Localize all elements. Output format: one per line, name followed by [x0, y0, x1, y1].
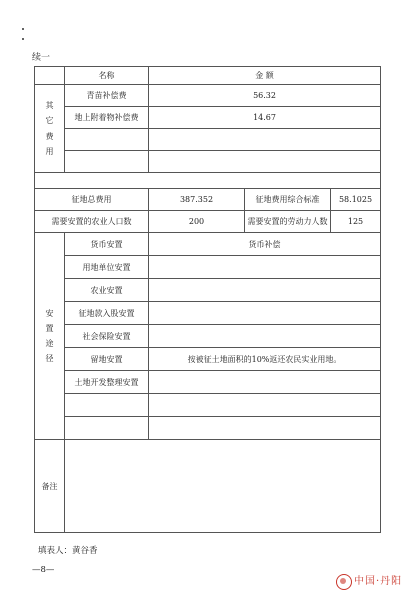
resettlement-detail-cell	[149, 279, 381, 302]
resettlement-detail-cell	[149, 371, 381, 394]
fee-amount-cell: 56.32	[149, 85, 381, 107]
total-fee-value: 387.352	[149, 189, 245, 211]
resettlement-detail-cell	[149, 417, 381, 440]
agri-population-value: 200	[149, 211, 245, 233]
margin-dot	[22, 28, 24, 30]
site-watermark-logo: 中国·丹阳	[336, 572, 402, 590]
labor-count-value: 125	[331, 211, 381, 233]
resettlement-method-cell: 征地款入股安置	[65, 302, 149, 325]
continued-label: 续一	[32, 53, 51, 63]
fee-name-cell: 青苗补偿费	[65, 85, 149, 107]
column-header-name: 名称	[65, 67, 149, 85]
resettlement-method-cell: 用地单位安置	[65, 256, 149, 279]
emblem-icon	[336, 574, 352, 590]
resettlement-detail-cell	[149, 256, 381, 279]
remarks-label: 备注	[35, 440, 65, 533]
fee-standard-value: 58.1025	[331, 189, 381, 211]
fee-name-cell	[65, 151, 149, 173]
fee-amount-cell: 14.67	[149, 107, 381, 129]
resettlement-detail-cell	[149, 325, 381, 348]
resettlement-method-cell: 货币安置	[65, 233, 149, 256]
blank-header-cell	[35, 67, 65, 85]
resettlement-detail-cell	[149, 302, 381, 325]
resettlement-method-cell: 社会保险安置	[65, 325, 149, 348]
resettlement-method-cell	[65, 417, 149, 440]
page-number: —8—	[32, 565, 55, 575]
resettlement-method-cell	[65, 394, 149, 417]
fee-name-cell	[65, 129, 149, 151]
margin-dot	[22, 38, 24, 40]
resettlement-detail-cell	[149, 394, 381, 417]
other-fees-group-label: 其 它 费 用	[35, 85, 65, 173]
resettlement-group-label: 安 置 途 径	[35, 233, 65, 440]
resettlement-detail-cell: 按被征土地面积的10%返还农民实业用地。	[149, 348, 381, 371]
resettlement-method-cell: 农业安置	[65, 279, 149, 302]
spacer-row	[35, 173, 381, 189]
form-filler-label: 填表人：黄谷香	[38, 546, 98, 556]
agri-population-label: 需要安置的农业人口数	[35, 211, 149, 233]
labor-count-label: 需要安置的劳动力人数	[245, 211, 331, 233]
fee-amount-cell	[149, 151, 381, 173]
remarks-content	[65, 440, 381, 533]
resettlement-method-cell: 土地开发整理安置	[65, 371, 149, 394]
land-requisition-form-table	[34, 66, 381, 533]
fee-amount-cell	[149, 129, 381, 151]
column-header-amount: 金 额	[149, 67, 381, 85]
total-fee-label: 征地总费用	[35, 189, 149, 211]
fee-name-cell: 地上附着物补偿费	[65, 107, 149, 129]
fee-standard-label: 征地费用综合标准	[245, 189, 331, 211]
resettlement-detail-cell: 货币补偿	[149, 233, 381, 256]
resettlement-method-cell: 留地安置	[65, 348, 149, 371]
